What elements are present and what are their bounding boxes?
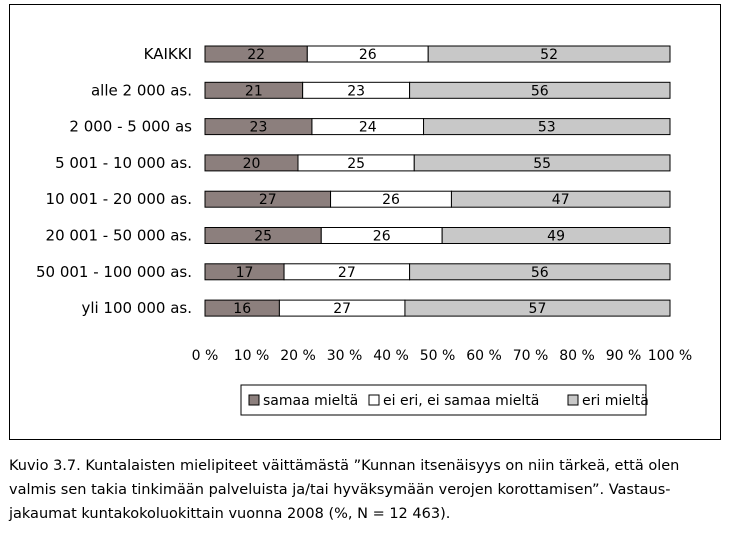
category-label-10-001-20-000-as: 10 001 - 20 000 as. bbox=[45, 190, 192, 209]
data-label-samaa-mielt-2: 23 bbox=[249, 119, 268, 136]
legend-label-samaa-mielt: samaa mieltä bbox=[263, 393, 359, 409]
category-label-yli-100-000-as: yli 100 000 as. bbox=[81, 299, 192, 318]
x-tick-label-5: 50 % bbox=[419, 348, 456, 364]
stacked-bar-chart bbox=[10, 5, 720, 439]
x-tick-label-7: 70 % bbox=[512, 348, 549, 364]
data-label-eri-mielt-2: 53 bbox=[537, 119, 556, 136]
figure-caption bbox=[9, 454, 725, 526]
x-tick-label-8: 80 % bbox=[559, 348, 595, 364]
data-label-ei-eri-ei-samaa-mielt-4: 26 bbox=[382, 192, 400, 209]
category-label-50-001-100-000-as: 50 001 - 100 000 as. bbox=[35, 262, 192, 281]
data-label-eri-mielt-6: 56 bbox=[530, 264, 549, 281]
legend-label-ei-eri-ei-samaa-mielt: ei eri, ei samaa mieltä bbox=[383, 393, 540, 409]
data-label-ei-eri-ei-samaa-mielt-2: 24 bbox=[358, 119, 377, 136]
category-label-2-000-5-000-as: 2 000 - 5 000 as bbox=[69, 117, 192, 136]
data-label-samaa-mielt-5: 25 bbox=[254, 228, 273, 245]
data-label-samaa-mielt-1: 21 bbox=[244, 83, 263, 100]
data-label-eri-mielt-4: 47 bbox=[551, 192, 570, 209]
data-label-ei-eri-ei-samaa-mielt-1: 23 bbox=[347, 83, 366, 100]
category-label-kaikki: KAIKKI bbox=[143, 45, 192, 63]
data-label-samaa-mielt-6: 17 bbox=[235, 264, 254, 281]
caption-line-1: Kuvio 3.7. Kuntalaisten mielipiteet väittämästä ”Kunnan itsenäisyys on niin tärkeä, että olen bbox=[9, 458, 680, 474]
category-labels bbox=[36, 45, 192, 317]
data-label-samaa-mielt-0: 22 bbox=[247, 47, 266, 63]
data-label-eri-mielt-5: 49 bbox=[547, 228, 565, 245]
data-label-ei-eri-ei-samaa-mielt-7: 27 bbox=[333, 301, 352, 318]
x-tick-label-10: 100 % bbox=[647, 348, 693, 364]
category-label-alle-2-000-as: alle 2 000 as. bbox=[90, 81, 192, 100]
data-label-eri-mielt-7: 57 bbox=[528, 301, 547, 318]
caption-line-3: jakaumat kuntakokoluokittain vuonna 2008 (%, N = 12 463). bbox=[9, 506, 451, 522]
x-axis-ticks bbox=[192, 348, 693, 364]
chart-frame bbox=[9, 4, 721, 440]
data-label-eri-mielt-0: 52 bbox=[540, 47, 559, 63]
data-label-ei-eri-ei-samaa-mielt-3: 25 bbox=[347, 155, 366, 172]
data-label-ei-eri-ei-samaa-mielt-5: 26 bbox=[372, 228, 391, 245]
x-tick-label-9: 90 % bbox=[605, 348, 642, 364]
legend bbox=[241, 385, 649, 415]
category-label-20-001-50-000-as: 20 001 - 50 000 as. bbox=[45, 226, 192, 245]
data-label-ei-eri-ei-samaa-mielt-6: 27 bbox=[337, 264, 356, 281]
data-label-samaa-mielt-4: 27 bbox=[258, 192, 277, 209]
x-tick-label-3: 30 % bbox=[326, 348, 363, 364]
x-tick-label-0: 0 % bbox=[191, 348, 219, 364]
category-label-5-001-10-000-as: 5 001 - 10 000 as. bbox=[55, 153, 192, 172]
data-label-samaa-mielt-7: 16 bbox=[233, 301, 252, 318]
data-label-ei-eri-ei-samaa-mielt-0: 26 bbox=[358, 47, 377, 63]
x-tick-label-2: 20 % bbox=[280, 348, 316, 364]
data-label-eri-mielt-3: 55 bbox=[533, 155, 552, 172]
legend-swatch-samaa-mielt bbox=[249, 395, 259, 405]
caption-line-2: valmis sen takia tinkimään palveluista ja/tai hyväksymään verojen korottamisen”. Vastaus- bbox=[9, 482, 671, 498]
legend-swatch-ei-eri-ei-samaa-mielt bbox=[369, 395, 379, 405]
legend-label-eri-mielt: eri mieltä bbox=[582, 393, 649, 409]
legend-swatch-eri-mielt bbox=[568, 395, 578, 405]
x-tick-label-1: 10 % bbox=[233, 348, 270, 364]
data-label-samaa-mielt-3: 20 bbox=[242, 155, 261, 172]
bars-layer bbox=[205, 46, 670, 317]
x-tick-label-6: 60 % bbox=[466, 348, 502, 364]
x-tick-label-4: 40 % bbox=[373, 348, 409, 364]
data-label-eri-mielt-1: 56 bbox=[530, 83, 549, 100]
